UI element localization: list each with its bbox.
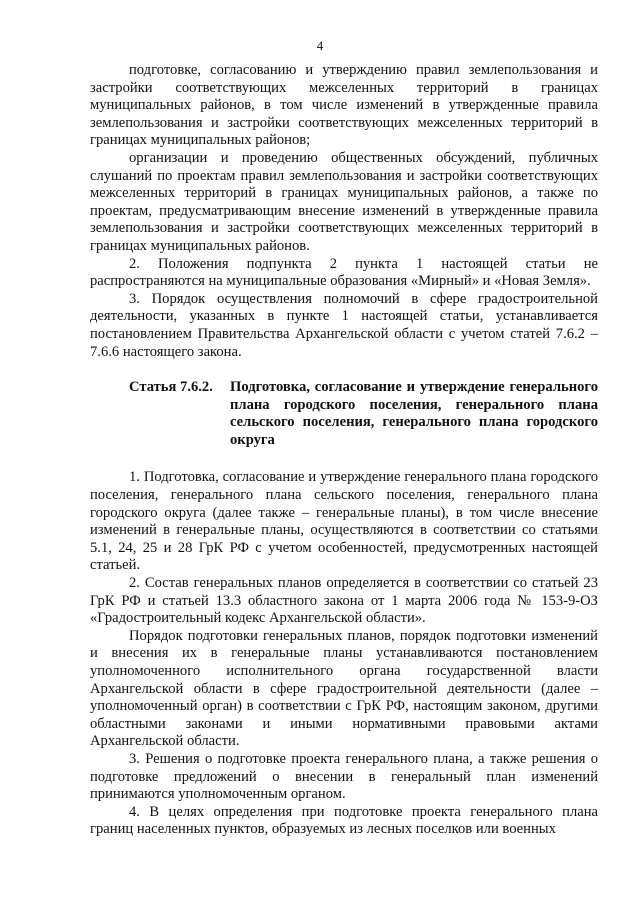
article-title: Подготовка, согласование и утверждение генерального плана городского поселения, генерального плана сельского поселения, генерального плана городского округа	[230, 379, 598, 448]
document-body	[90, 62, 598, 839]
paragraph-article-point-1: 1. Подготовка, согласование и утверждение генерального плана городского поселения, генерального плана сельского поселения, генерального плана городского округа (далее также – генеральные планы), в том числе внесение изменений в генеральные планы, осуществляются в соответствии со статьями 5.1, 24, 25 и 28 ГрК РФ с учетом особенностей, предусмотренных настоящей статьей.	[90, 469, 598, 574]
article-number: Статья 7.6.2.	[129, 379, 213, 396]
paragraph-point-3: 3. Порядок осуществления полномочий в сфере градостроительной деятельности, указанных в пункте 1 настоящей статьи, устанавливается постановлением Правительства Архангельской области с учетом статей 7.6.2 – 7.6.6 настоящего закона.	[90, 290, 598, 360]
page-number: 4	[316, 38, 324, 53]
paragraph-public-hearings: организации и проведению общественных обсуждений, публичных слушаний по проектам правил землепользования и застройки соответствующих межселенных территорий в границах муниципальных районов, а также по проектам, предусматривающим внесение изменений в утвержденные правила землепользования и застройки соответствующих межселенных территорий в границах муниципальных районов.	[90, 149, 598, 254]
paragraph-article-point-3: 3. Решения о подготовке проекта генерального плана, а также решения о подготовке предложений о внесении в генеральный план изменений принимаются уполномоченным органом.	[90, 750, 598, 803]
article-heading	[90, 379, 598, 449]
paragraph-article-point-4: 4. В целях определения при подготовке проекта генерального плана границ населенных пунктов, образуемых из лесных поселков или военных	[90, 803, 598, 838]
paragraph-point-2: 2. Положения подпункта 2 пункта 1 настоящей статьи не распространяются на муниципальные образования «Мирный» и «Новая Земля».	[90, 255, 598, 290]
paragraph-article-point-2: 2. Состав генеральных планов определяется в соответствии со статьей 23 ГрК РФ и статьей 13.3 областного закона от 1 марта 2006 года № 153-9-ОЗ «Градостроительный кодекс Архангельской области».	[90, 575, 598, 627]
paragraph-land-use-rules: подготовке, согласованию и утверждению правил землепользования и застройки соответствующих межселенных территорий в границах муниципальных районов, в том числе изменений в утвержденные правила землепользования и застройки соответствующих межселенных территорий в границах муниципальных районов;	[90, 62, 598, 149]
paragraph-preparation-order: Порядок подготовки генеральных планов, порядок подготовки изменений и внесения их в генеральные планы устанавливаются постановлением уполномоченного исполнительного органа государственной власти Архангельской области в сфере градостроительной деятельности (далее – уполномоченный орган) в соответствии с ГрК РФ, настоящим законом, другими областными законами и иными нормативными правовыми актами Архангельской области.	[90, 627, 598, 750]
